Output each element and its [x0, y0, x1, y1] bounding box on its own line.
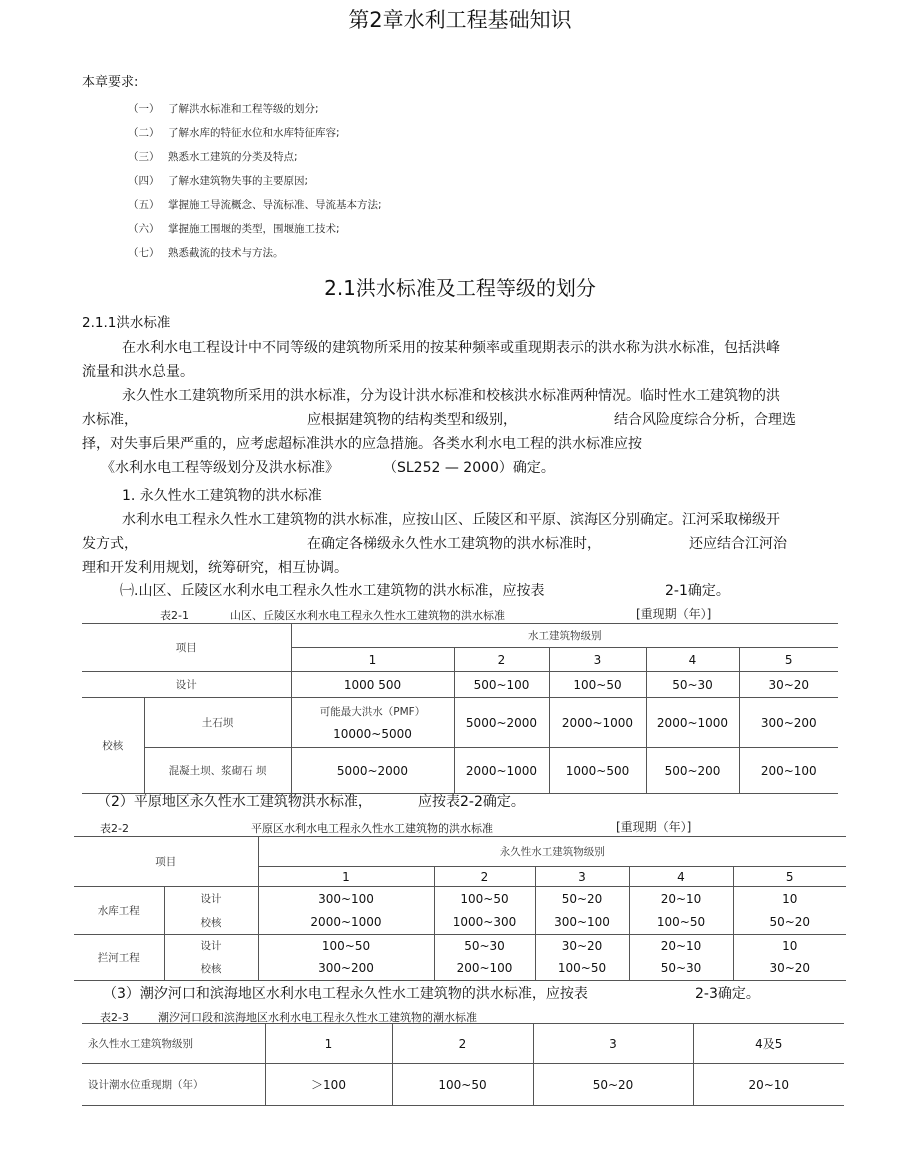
- requirement-text: 熟悉截流的技术与方法。: [168, 247, 284, 259]
- paragraph-line: 在确定各梯级永久性水工建筑物的洪水标准时，: [307, 536, 601, 552]
- requirement-text: 了解洪水标准和工程等级的划分;: [168, 103, 319, 115]
- table1-unit: [重现期（年）]: [636, 607, 712, 621]
- paragraph-line: 发方式，: [82, 536, 138, 552]
- table1-earth-level1: [291, 698, 454, 748]
- table1-level: 3: [549, 648, 646, 672]
- subsection-title: 2.1.1洪水标准: [82, 315, 171, 331]
- table3-cell: 100~50: [392, 1064, 533, 1106]
- paragraph-line: （3）潮汐河口和滨海地区水利水电工程永久性水工建筑物的洪水标准，应按表: [103, 986, 588, 1002]
- table1-level: 5: [739, 648, 838, 672]
- requirement-text: 掌握施工围堰的类型，围堰施工技术;: [168, 223, 340, 235]
- table1-cell: 2000~1000: [454, 748, 549, 794]
- table2-cell: 30~20: [535, 935, 629, 957]
- table2-unit: [重现期（年）]: [616, 820, 692, 834]
- table1-cell: 200~100: [760, 763, 817, 778]
- requirement-number: （七）: [128, 247, 160, 259]
- table1-cell: 500~100: [454, 672, 549, 698]
- requirement-number: （四）: [128, 175, 160, 187]
- table1-cell: 500~200: [646, 748, 739, 794]
- paragraph-line: 水标准，: [82, 412, 138, 428]
- table3: [82, 1023, 844, 1106]
- table1-cell: 1000 500: [291, 672, 454, 698]
- requirement-item: [128, 125, 340, 140]
- table1-cell: 5000~2000: [291, 748, 454, 794]
- requirement-item: [128, 149, 298, 164]
- paragraph-line: 结合风险度综合分析，合理选: [614, 412, 796, 428]
- paragraph-line: 永久性水工建筑物所采用的洪水标准，分为设计洪水标准和校核洪水标准两种情况。临时性水工建筑物的洪: [122, 388, 780, 404]
- table2-cell: 100~50: [629, 911, 733, 935]
- table1-earth-label: 土石坝: [144, 698, 291, 748]
- requirement-text: 熟悉水工建筑的分类及特点;: [168, 151, 298, 163]
- paragraph-line: 应根据建筑物的结构类型和级别，: [307, 412, 517, 428]
- table2-cell: 200~100: [434, 957, 535, 981]
- table2-cell: 20~10: [629, 887, 733, 911]
- table1-header-group: 水工建筑物级别: [291, 624, 838, 648]
- table1-earth-pmf: 可能最大洪水（PMF）: [319, 705, 426, 718]
- table2-cell: 2000~1000: [258, 911, 434, 935]
- table3-cell: 2: [392, 1024, 533, 1064]
- table3-row1-label: 永久性水工建筑物级别: [82, 1024, 265, 1064]
- table1-cell: 300~200: [739, 698, 838, 748]
- requirement-item: [128, 173, 308, 188]
- table2-cell: 300~100: [535, 911, 629, 935]
- table2-caption: 平原区水利水电工程永久性水工建筑物的洪水标准: [251, 822, 493, 835]
- table2-cell: 20~10: [629, 935, 733, 957]
- table2-header-group: 永久性水工建筑物级别: [258, 837, 846, 867]
- table1-header-item: 项目: [82, 624, 291, 672]
- table2-design-label: 设计: [164, 935, 258, 957]
- table3-cell: 4及5: [693, 1024, 844, 1064]
- table2-check-label: 校核: [164, 911, 258, 935]
- table2-cell: 10: [782, 891, 798, 906]
- requirements-heading: 本章要求:: [82, 75, 139, 90]
- table1-cell: 50~30: [646, 672, 739, 698]
- requirement-text: 掌握施工导流概念、导流标准、导流基本方法;: [168, 199, 382, 211]
- table1-cell: 1000~500: [549, 748, 646, 794]
- paragraph-line: 2-3确定。: [695, 986, 760, 1002]
- table2-design-label: 设计: [164, 887, 258, 911]
- table3-row2-label: 设计潮水位重现期（年）: [82, 1064, 265, 1106]
- table1: [82, 623, 838, 794]
- requirement-item: [128, 197, 382, 212]
- table1-design-label: 设计: [82, 672, 291, 698]
- section-title: 2.1洪水标准及工程等级的划分: [324, 276, 596, 300]
- table1-caption: 山区、丘陵区水利水电工程永久性水工建筑物的洪水标准: [230, 609, 505, 622]
- requirement-number: （一）: [128, 103, 160, 115]
- requirement-number: （六）: [128, 223, 160, 235]
- table3-cell: 1: [265, 1024, 392, 1064]
- table3-label: 表2-3: [100, 1011, 129, 1024]
- table1-label: 表2-1: [160, 609, 189, 622]
- table1-check-label: 校核: [82, 698, 144, 794]
- paragraph-line: 在水利水电工程设计中不同等级的建筑物所采用的按某种频率或重现期表示的洪水称为洪水标准，包括洪峰: [122, 340, 780, 356]
- table1-level: 1: [291, 648, 454, 672]
- paragraph-line: 还应结合江河治: [689, 536, 787, 552]
- table2-cell: 300~100: [258, 887, 434, 911]
- table1-earth-level1-range: 10000~5000: [333, 726, 412, 741]
- table1-concrete-label: 混凝土坝、浆砌石 坝: [144, 748, 291, 794]
- table1-cell: 2000~1000: [646, 698, 739, 748]
- table1-level: 4: [646, 648, 739, 672]
- table2-reservoir-label: 水库工程: [74, 887, 164, 935]
- table2-cell: 100~50: [535, 957, 629, 981]
- paragraph-line: ㈠.山区、丘陵区水利水电工程永久性水工建筑物的洪水标准，应按表: [120, 583, 545, 599]
- table1-cell: 5000~2000: [454, 698, 549, 748]
- paragraph-line: 理和开发利用规划，统筹研究，相互协调。: [82, 560, 348, 576]
- requirement-number: （五）: [128, 199, 160, 211]
- paragraph-line: 应按表2-2确定。: [418, 794, 525, 810]
- table2-level: 1: [258, 867, 434, 887]
- requirement-item: [128, 101, 319, 116]
- table1-cell: 100~50: [549, 672, 646, 698]
- table3-cell: ＞100: [265, 1064, 392, 1106]
- requirement-item: [128, 245, 284, 260]
- table2-cell: 100~50: [434, 887, 535, 911]
- table2-label: 表2-2: [100, 822, 129, 835]
- paragraph-line: 择，对失事后果严重的，应考虑超标准洪水的应急措施。各类水利水电工程的洪水标准应按: [82, 436, 642, 452]
- paragraph-line: 2-1确定。: [665, 583, 730, 599]
- table2-barrage-label: 拦河工程: [74, 935, 164, 981]
- page-title: 第2章水利工程基础知识: [348, 8, 572, 32]
- table1-cell: 30~20: [739, 672, 838, 698]
- paragraph-line: （SL252 — 2000）确定。: [383, 460, 555, 476]
- table2-cell: 10: [782, 938, 798, 953]
- requirement-text: 了解水库的特征水位和水库特征库容;: [168, 127, 340, 139]
- table2-cell: 50~30: [629, 957, 733, 981]
- requirement-item: [128, 221, 340, 236]
- paragraph-line: 流量和洪水总量。: [82, 364, 194, 380]
- heading-permanent: 1. 永久性水工建筑物的洪水标准: [122, 488, 322, 504]
- table1-cell: 2000~1000: [549, 698, 646, 748]
- table2-cell: 300~200: [258, 957, 434, 981]
- requirement-text: 了解水建筑物失事的主要原因;: [168, 175, 309, 187]
- table3-cell: 50~20: [533, 1064, 693, 1106]
- table2-check-label: 校核: [164, 957, 258, 981]
- paragraph-line: 《水利水电工程等级划分及洪水标准》: [101, 460, 339, 476]
- table2-cell: 50~20: [535, 887, 629, 911]
- requirement-number: （三）: [128, 151, 160, 163]
- table2-cell: 50~30: [434, 935, 535, 957]
- table2-level: 4: [629, 867, 733, 887]
- table2-cell: 50~20: [733, 911, 846, 935]
- table2-header-item: 项目: [74, 837, 258, 887]
- table3-caption: 潮汐河口段和滨海地区水利水电工程永久性水工建筑物的潮水标准: [158, 1011, 477, 1024]
- requirement-number: （二）: [128, 127, 160, 139]
- table2-cell: 1000~300: [434, 911, 535, 935]
- table3-cell: 20~10: [748, 1077, 790, 1092]
- table2-level: 2: [434, 867, 535, 887]
- paragraph-line: （2）平原地区永久性水工建筑物洪水标准，: [97, 794, 372, 810]
- table2-level: 3: [535, 867, 629, 887]
- table2-cell: 100~50: [258, 935, 434, 957]
- table2-level: 5: [733, 867, 846, 887]
- table2: [74, 836, 846, 981]
- paragraph-line: 水利水电工程永久性水工建筑物的洪水标准，应按山区、丘陵区和平原、滨海区分别确定。江河采取梯级开: [122, 512, 780, 528]
- table1-level: 2: [454, 648, 549, 672]
- table2-cell: 30~20: [769, 961, 811, 976]
- table3-cell: 3: [533, 1024, 693, 1064]
